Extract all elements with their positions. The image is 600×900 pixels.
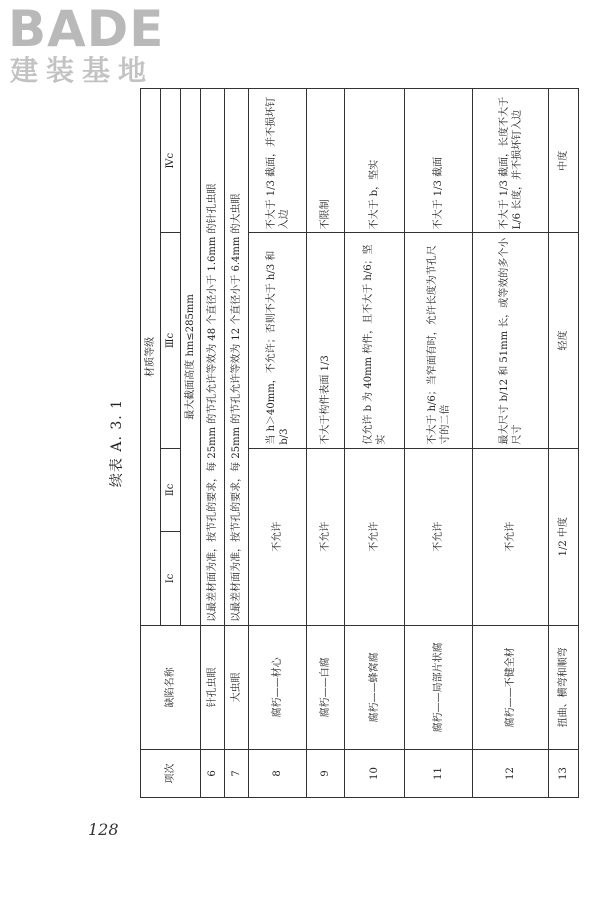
row-grade-4: 中度 [549, 89, 579, 233]
bade-logo [8, 0, 183, 94]
row-name: 腐朽——局部片状腐 [405, 625, 473, 749]
row-name: 腐朽——白腐 [307, 625, 345, 749]
row-no: 6 [201, 749, 225, 797]
row-name: 腐朽——材心 [249, 625, 307, 749]
row-span-text: 以最差材面为准，按节孔的要求，每 25mm 的节孔允许等效为 12 个直径小于 6.4mm 的大虫眼 [225, 89, 249, 626]
header-grade-1: Ⅰc [161, 532, 181, 626]
row-grade-4: 不大于 1/3 截面 [405, 89, 473, 233]
header-grade-2: Ⅱc [161, 448, 181, 532]
table-row [307, 89, 345, 798]
table-row [345, 89, 405, 798]
row-name: 腐朽——蜂窝腐 [345, 625, 405, 749]
header-section-height: 最大截面高度 hm≤285mm [181, 89, 201, 626]
row-no: 13 [549, 749, 579, 797]
header-grade-4: Ⅳc [161, 89, 181, 233]
table-row [549, 89, 579, 798]
row-grade-3: 轻度 [549, 233, 579, 448]
table-row [473, 89, 549, 798]
table-row [405, 89, 473, 798]
row-name: 大虫眼 [225, 625, 249, 749]
row-name: 腐朽——不健全材 [473, 625, 549, 749]
header-grade-3: Ⅲc [161, 233, 181, 448]
row-grade-4: 不限制 [307, 89, 345, 233]
row-span-text: 以最差材面为准，按节孔的要求，每 25mm 的节孔允许等效为 48 个直径小于 1.6mm 的针孔虫眼 [201, 89, 225, 626]
logo-wordmark: BADE [8, 0, 165, 58]
row-grade-3: 不大于构件表面 1/3 [307, 233, 345, 448]
row-grade-3: 仅允许 b 为 40mm 构件，且不大于 h/6；坚实 [345, 233, 405, 448]
row-grade-3: 当 h＞40mm，不允许；否则不大于 h/3 和 b/3 [249, 233, 307, 448]
row-grade-4: 不大于 1/3 截面，长度不大于 L/6 长度，并不损坏钉入边 [473, 89, 549, 233]
table-header-row-1 [141, 89, 161, 798]
row-no: 10 [345, 749, 405, 797]
row-no: 8 [249, 749, 307, 797]
row-no: 11 [405, 749, 473, 797]
header-defect-name: 缺陷名称 [141, 625, 201, 749]
row-grade-3: 最大尺寸 b/12 和 51mm 长，或等效的多个小尺寸 [473, 233, 549, 448]
logo-subtitle: 建装基地 [10, 54, 155, 87]
row-name: 针孔虫眼 [201, 625, 225, 749]
row-grade-1-2: 不允许 [405, 448, 473, 625]
row-no: 12 [473, 749, 549, 797]
row-grade-1-2: 不允许 [473, 448, 549, 625]
row-grade-1-2: 不允许 [307, 448, 345, 625]
defect-table [140, 88, 579, 798]
row-grade-4: 不大于 b，坚实 [345, 89, 405, 233]
row-grade-1-2: 不允许 [345, 448, 405, 625]
row-grade-3: 不大于 h/6；当窄面有时，允许长度为节孔尺寸的二倍 [405, 233, 473, 448]
table-row [201, 89, 225, 798]
row-no: 7 [225, 749, 249, 797]
table-row [249, 89, 307, 798]
row-name: 扭曲、横弯和顺弯 [549, 625, 579, 749]
row-grade-1-2: 1/2 中度 [549, 448, 579, 625]
row-no: 9 [307, 749, 345, 797]
header-item-no: 项次 [141, 749, 201, 797]
row-grade-1-2: 不允许 [249, 448, 307, 625]
table-caption: 续表 A. 3. 1 [109, 398, 125, 488]
row-grade-4: 不大于 1/3 截面，并不损坏钉入边 [249, 89, 307, 233]
table-row [225, 89, 249, 798]
page-number: 128 [88, 820, 119, 839]
header-material-grade: 材质等级 [141, 89, 161, 626]
rotated-table-block [102, 88, 569, 798]
